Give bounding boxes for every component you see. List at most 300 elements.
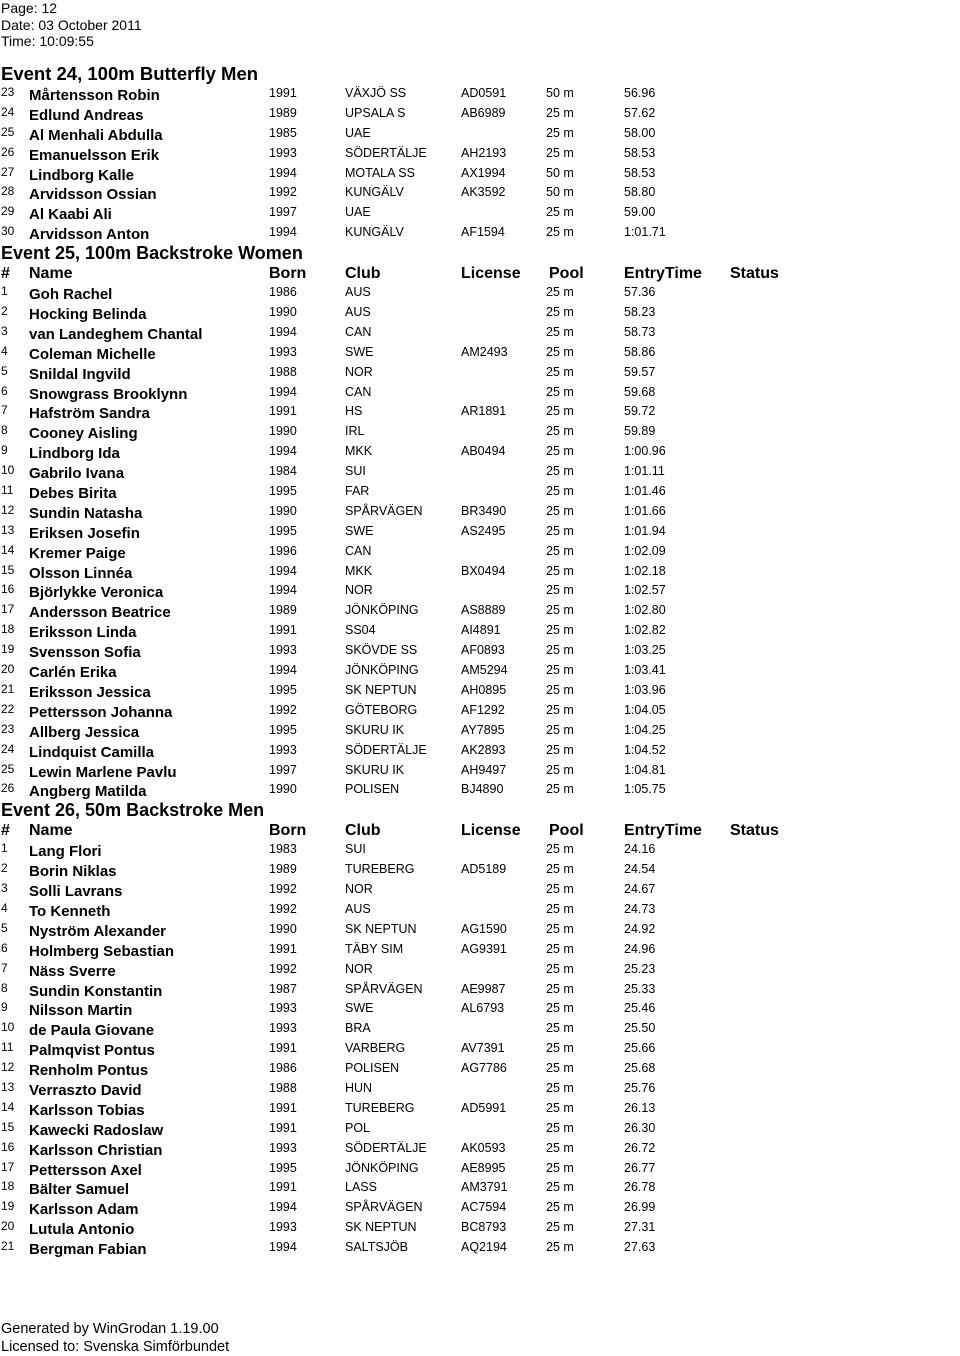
club-name: CAN (345, 384, 372, 399)
event-section (0, 64, 960, 243)
pool-length: 25 m (546, 1160, 574, 1175)
entry-row (0, 283, 960, 303)
club-name: SÖDERTÄLJE (345, 742, 427, 757)
license-number: AM3791 (461, 1180, 508, 1195)
row-number: 24 (1, 741, 15, 756)
entry-time: 25.68 (624, 1061, 656, 1076)
entry-time: 26.72 (624, 1140, 656, 1155)
entry-time: 1:02.09 (624, 543, 666, 558)
entry-time: 1:03.41 (624, 663, 666, 678)
birth-year: 1994 (269, 165, 297, 180)
swimmer-name: Arvidsson Ossian (29, 186, 157, 204)
row-number: 6 (1, 383, 8, 398)
club-name: IRL (345, 424, 365, 439)
row-number: 4 (1, 343, 8, 358)
column-header-born: Born (269, 265, 307, 283)
pool-length: 25 m (546, 682, 574, 697)
entry-row (0, 84, 960, 104)
birth-year: 1990 (269, 424, 297, 439)
swimmer-name: Hocking Belinda (29, 306, 147, 324)
swimmer-name: Mårtensson Robin (29, 87, 160, 104)
swimmer-name: Debes Birita (29, 485, 117, 503)
pool-length: 25 m (546, 1180, 574, 1195)
pool-length: 25 m (546, 1200, 574, 1215)
row-number: 8 (1, 980, 8, 995)
swimmer-name: Bergman Fabian (29, 1241, 147, 1259)
club-name: MKK (345, 444, 373, 459)
club-name: SK NEPTUN (345, 1220, 417, 1235)
pool-length: 25 m (546, 503, 574, 518)
entry-row (0, 164, 960, 184)
club-name: MOTALA SS (345, 165, 415, 180)
pool-length: 25 m (546, 1061, 574, 1076)
entry-time: 1:01.46 (624, 484, 666, 499)
birth-year: 1989 (269, 603, 297, 618)
row-number: 1 (1, 284, 8, 299)
entry-time: 24.73 (624, 901, 656, 916)
licensed-to: Licensed to: Svenska Simförbundet (1, 1338, 230, 1355)
pool-length: 25 m (546, 722, 574, 737)
entry-time: 1:03.96 (624, 682, 666, 697)
club-name: SKURU IK (345, 762, 405, 777)
row-number: 30 (1, 224, 15, 239)
club-name: SWE (345, 523, 374, 538)
swimmer-name: Näss Sverre (29, 962, 116, 980)
license-number: AK3592 (461, 185, 506, 200)
pool-length: 25 m (546, 882, 574, 897)
license-number: AF0893 (461, 643, 505, 658)
pool-length: 50 m (546, 86, 574, 100)
row-number: 23 (1, 721, 15, 736)
entry-time: 58.00 (624, 125, 656, 140)
pool-length: 25 m (546, 762, 574, 777)
birth-year: 1993 (269, 1001, 297, 1016)
birth-year: 1994 (269, 384, 297, 399)
club-name: AUS (345, 901, 371, 916)
entry-row (0, 960, 960, 980)
birth-year: 1991 (269, 86, 297, 100)
swimmer-name: Cooney Aisling (29, 425, 138, 443)
birth-year: 1995 (269, 722, 297, 737)
row-number: 19 (1, 1199, 15, 1214)
swimmer-name: Allberg Jessica (29, 723, 140, 741)
column-header-born: Born (269, 822, 307, 840)
swimmer-name: Gabrilo Ivana (29, 465, 125, 483)
license-number: AB0494 (461, 444, 506, 459)
entry-time: 25.50 (624, 1021, 656, 1036)
pool-length: 25 m (546, 523, 574, 538)
club-name: KUNGÄLV (345, 185, 404, 200)
entry-time: 59.72 (624, 404, 656, 419)
entry-row (0, 1238, 960, 1258)
pool-length: 50 m (546, 185, 574, 200)
birth-year: 1993 (269, 344, 297, 359)
license-number: AF1594 (461, 225, 505, 240)
entry-time: 24.16 (624, 842, 656, 857)
row-number: 2 (1, 304, 8, 319)
birth-year: 1993 (269, 1220, 297, 1235)
entry-time: 58.23 (624, 305, 656, 320)
entry-row (0, 1198, 960, 1218)
license-number: AD5991 (461, 1100, 507, 1115)
row-number: 7 (1, 403, 8, 418)
pool-length: 25 m (546, 862, 574, 877)
event-section (0, 243, 960, 800)
license-number: AD5189 (461, 862, 507, 877)
swimmer-name: Eriksen Josefin (29, 524, 140, 542)
column-header-row (0, 820, 960, 840)
birth-year: 1992 (269, 702, 297, 717)
event-title: Event 26, 50m Backstroke Men (1, 800, 265, 821)
entry-time: 1:04.05 (624, 702, 666, 717)
row-number: 21 (1, 681, 15, 696)
row-number: 17 (1, 1159, 15, 1174)
swimmer-name: Lindborg Kalle (29, 166, 134, 184)
pool-length: 25 m (546, 1080, 574, 1095)
swimmer-name: Borin Niklas (29, 863, 117, 881)
swimmer-name: Edlund Andreas (29, 106, 144, 124)
club-name: POLISEN (345, 1061, 400, 1076)
entry-time: 1:00.96 (624, 444, 666, 459)
row-number: 15 (1, 1119, 15, 1134)
column-header-row (0, 263, 960, 283)
license-number: AK0593 (461, 1140, 506, 1155)
entry-time: 1:04.52 (624, 742, 666, 757)
club-name: VARBERG (345, 1041, 406, 1056)
row-number: 9 (1, 443, 8, 458)
entry-time: 58.73 (624, 324, 656, 339)
page-footer (1, 1321, 229, 1356)
entry-time: 1:04.81 (624, 762, 666, 777)
license-number: AX1994 (461, 165, 506, 180)
row-number: 11 (1, 1040, 14, 1055)
birth-year: 1986 (269, 1061, 297, 1076)
pool-length: 25 m (546, 464, 574, 479)
entry-time: 27.63 (624, 1240, 656, 1255)
entry-row (0, 1159, 960, 1179)
entry-row (0, 502, 960, 522)
club-name: SKURU IK (345, 722, 405, 737)
birth-year: 1993 (269, 1021, 297, 1036)
swimmer-name: Eriksson Jessica (29, 683, 151, 701)
entry-time: 58.53 (624, 145, 656, 160)
column-header-number: # (1, 822, 10, 840)
entry-time: 1:02.18 (624, 563, 666, 578)
entry-row (0, 462, 960, 482)
license-number: AD0591 (461, 86, 507, 100)
birth-year: 1985 (269, 125, 297, 140)
entry-time: 24.96 (624, 941, 656, 956)
birth-year: 1988 (269, 1080, 297, 1095)
birth-year: 1993 (269, 742, 297, 757)
row-number: 12 (1, 1060, 15, 1075)
birth-year: 1992 (269, 901, 297, 916)
pool-length: 25 m (546, 1120, 574, 1135)
swimmer-name: Solli Lavrans (29, 883, 123, 901)
row-number: 18 (1, 622, 15, 637)
birth-year: 1991 (269, 1041, 297, 1056)
pool-length: 25 m (546, 225, 574, 240)
swimmer-name: Eriksson Linda (29, 624, 137, 642)
column-header-license: License (461, 822, 521, 840)
club-name: AUS (345, 285, 371, 300)
pool-length: 25 m (546, 901, 574, 916)
entry-row (0, 323, 960, 343)
club-name: LASS (345, 1180, 377, 1195)
row-number: 12 (1, 502, 15, 517)
row-number: 8 (1, 423, 8, 438)
entry-row (0, 402, 960, 422)
entry-row (0, 860, 960, 880)
swimmer-name: Lutula Antonio (29, 1221, 135, 1239)
pool-length: 25 m (546, 444, 574, 459)
entry-time: 57.62 (624, 105, 656, 120)
entry-row (0, 661, 960, 681)
birth-year: 1995 (269, 682, 297, 697)
entry-row (0, 343, 960, 363)
swimmer-name: Lang Flori (29, 843, 102, 861)
entry-row (0, 104, 960, 124)
row-number: 25 (1, 124, 15, 139)
license-number: AH2193 (461, 145, 507, 160)
birth-year: 1991 (269, 623, 297, 638)
entry-row (0, 522, 960, 542)
club-name: SK NEPTUN (345, 682, 417, 697)
row-number: 16 (1, 582, 15, 597)
row-number: 13 (1, 522, 15, 537)
entry-time: 25.33 (624, 981, 656, 996)
pool-length: 25 m (546, 1021, 574, 1036)
column-header-name: Name (29, 265, 73, 283)
pool-length: 25 m (546, 1041, 574, 1056)
pool-length: 25 m (546, 305, 574, 320)
birth-year: 1991 (269, 941, 297, 956)
swimmer-name: Karlsson Tobias (29, 1101, 145, 1119)
entry-time: 56.96 (624, 86, 656, 100)
swimmer-name: Pettersson Johanna (29, 703, 173, 721)
pool-length: 25 m (546, 941, 574, 956)
entry-time: 27.31 (624, 1220, 656, 1235)
club-name: TUREBERG (345, 862, 415, 877)
club-name: NOR (345, 882, 373, 897)
club-name: TUREBERG (345, 1100, 415, 1115)
license-number: AE9987 (461, 981, 506, 996)
entry-time: 59.89 (624, 424, 656, 439)
club-name: VÄXJÖ SS (345, 86, 407, 100)
entry-row (0, 562, 960, 582)
club-name: SUI (345, 842, 366, 857)
row-number: 10 (1, 463, 15, 478)
pool-length: 25 m (546, 1220, 574, 1235)
license-number: BC8793 (461, 1220, 507, 1235)
row-number: 5 (1, 363, 8, 378)
club-name: JÖNKÖPING (345, 603, 419, 618)
entry-row (0, 761, 960, 781)
entry-row (0, 183, 960, 203)
entry-row (0, 203, 960, 223)
entry-time: 58.53 (624, 165, 656, 180)
entry-row (0, 721, 960, 741)
row-number: 25 (1, 761, 15, 776)
birth-year: 1990 (269, 782, 297, 797)
entry-time: 59.57 (624, 364, 656, 379)
entry-time: 24.54 (624, 862, 656, 877)
pool-length: 25 m (546, 424, 574, 439)
license-number: AL6793 (461, 1001, 505, 1016)
swimmer-name: Coleman Michelle (29, 345, 156, 363)
entry-time: 25.23 (624, 961, 656, 976)
start-list (0, 64, 960, 1258)
column-header-club: Club (345, 822, 381, 840)
club-name: MKK (345, 563, 373, 578)
pool-length: 25 m (546, 205, 574, 220)
row-number: 23 (1, 85, 15, 99)
license-number: AK2893 (461, 742, 506, 757)
entry-row (0, 900, 960, 920)
license-number: AG9391 (461, 941, 507, 956)
swimmer-name: Andersson Beatrice (29, 604, 171, 622)
swimmer-name: Karlsson Adam (29, 1201, 139, 1219)
pool-length: 25 m (546, 404, 574, 419)
birth-year: 1989 (269, 862, 297, 877)
birth-year: 1990 (269, 503, 297, 518)
row-number: 29 (1, 204, 15, 219)
birth-year: 1994 (269, 563, 297, 578)
club-name: CAN (345, 543, 372, 558)
club-name: HUN (345, 1080, 373, 1095)
pool-length: 25 m (546, 961, 574, 976)
row-number: 19 (1, 642, 15, 657)
birth-year: 1994 (269, 1200, 297, 1215)
entry-row (0, 1218, 960, 1238)
print-date: Date: 03 October 2011 (1, 16, 142, 33)
entry-time: 1:02.80 (624, 603, 666, 618)
row-number: 20 (1, 1219, 15, 1234)
entry-time: 1:04.25 (624, 722, 666, 737)
swimmer-name: To Kenneth (29, 902, 111, 920)
birth-year: 1984 (269, 464, 297, 479)
license-number: BR3490 (461, 503, 507, 518)
swimmer-name: Goh Rachel (29, 286, 113, 304)
swimmer-name: van Landeghem Chantal (29, 325, 203, 343)
entry-row (0, 641, 960, 661)
entry-row (0, 581, 960, 601)
swimmer-name: Arvidsson Anton (29, 226, 150, 244)
page-header (1, 0, 142, 50)
birth-year: 1993 (269, 1140, 297, 1155)
row-number: 26 (1, 781, 15, 796)
pool-length: 25 m (546, 981, 574, 996)
generated-by: Generated by WinGrodan 1.19.00 (1, 1321, 219, 1337)
entry-row (0, 303, 960, 323)
entry-time: 1:03.25 (624, 643, 666, 658)
pool-length: 25 m (546, 643, 574, 658)
column-header-pool: Pool (549, 822, 584, 840)
row-number: 14 (1, 1099, 15, 1114)
swimmer-name: Olsson Linnéa (29, 564, 133, 582)
column-header-name: Name (29, 822, 73, 840)
entry-time: 1:01.11 (624, 464, 665, 479)
club-name: GÖTEBORG (345, 702, 418, 717)
row-number: 15 (1, 562, 15, 577)
pool-length: 25 m (546, 285, 574, 300)
club-name: AUS (345, 305, 371, 320)
club-name: UAE (345, 205, 371, 220)
page-number: Page: 12 (1, 0, 58, 16)
swimmer-name: Hafström Sandra (29, 405, 150, 423)
pool-length: 25 m (546, 145, 574, 160)
swimmer-name: Holmberg Sebastian (29, 942, 175, 960)
license-number: AY7895 (461, 722, 505, 737)
pool-length: 25 m (546, 364, 574, 379)
club-name: NOR (345, 583, 373, 598)
swimmer-name: Pettersson Axel (29, 1161, 142, 1179)
entry-row (0, 780, 960, 800)
birth-year: 1987 (269, 981, 297, 996)
entry-row (0, 363, 960, 383)
club-name: SPÅRVÄGEN (345, 503, 423, 518)
entry-row (0, 1039, 960, 1059)
swimmer-name: Lewin Marlene Pavlu (29, 763, 177, 781)
club-name: SK NEPTUN (345, 921, 417, 936)
license-number: BJ4890 (461, 782, 504, 797)
entry-row (0, 124, 960, 144)
birth-year: 1992 (269, 185, 297, 200)
birth-year: 1997 (269, 205, 297, 220)
swimmer-name: Palmqvist Pontus (29, 1042, 155, 1060)
pool-length: 25 m (546, 623, 574, 638)
entry-time: 58.80 (624, 185, 656, 200)
entry-time: 26.78 (624, 1180, 656, 1195)
row-number: 7 (1, 960, 8, 975)
birth-year: 1991 (269, 404, 297, 419)
column-header-status: Status (730, 265, 779, 283)
entry-time: 1:02.82 (624, 623, 666, 638)
club-name: SÖDERTÄLJE (345, 145, 427, 160)
swimmer-name: Nyström Alexander (29, 922, 166, 940)
birth-year: 1994 (269, 663, 297, 678)
club-name: BRA (345, 1021, 371, 1036)
column-header-pool: Pool (549, 265, 584, 283)
row-number: 4 (1, 900, 8, 915)
club-name: POL (345, 1120, 371, 1135)
club-name: FAR (345, 484, 370, 499)
license-number: AF1292 (461, 702, 505, 717)
birth-year: 1993 (269, 145, 297, 160)
pool-length: 25 m (546, 563, 574, 578)
entry-row (0, 422, 960, 442)
license-number: AS8889 (461, 603, 506, 618)
birth-year: 1996 (269, 543, 297, 558)
pool-length: 25 m (546, 484, 574, 499)
row-number: 2 (1, 861, 8, 876)
entry-time: 24.92 (624, 921, 656, 936)
birth-year: 1991 (269, 1100, 297, 1115)
swimmer-name: Emanuelsson Erik (29, 146, 160, 164)
column-header-license: License (461, 265, 521, 283)
club-name: SPÅRVÄGEN (345, 1200, 423, 1215)
column-header-number: # (1, 265, 10, 283)
license-number: AG7786 (461, 1061, 507, 1076)
club-name: SS04 (345, 623, 376, 638)
entry-row (0, 383, 960, 403)
entry-time: 25.66 (624, 1041, 656, 1056)
entry-row (0, 482, 960, 502)
entry-row (0, 940, 960, 960)
license-number: AM2493 (461, 344, 508, 359)
row-number: 24 (1, 104, 15, 119)
entry-row (0, 1139, 960, 1159)
